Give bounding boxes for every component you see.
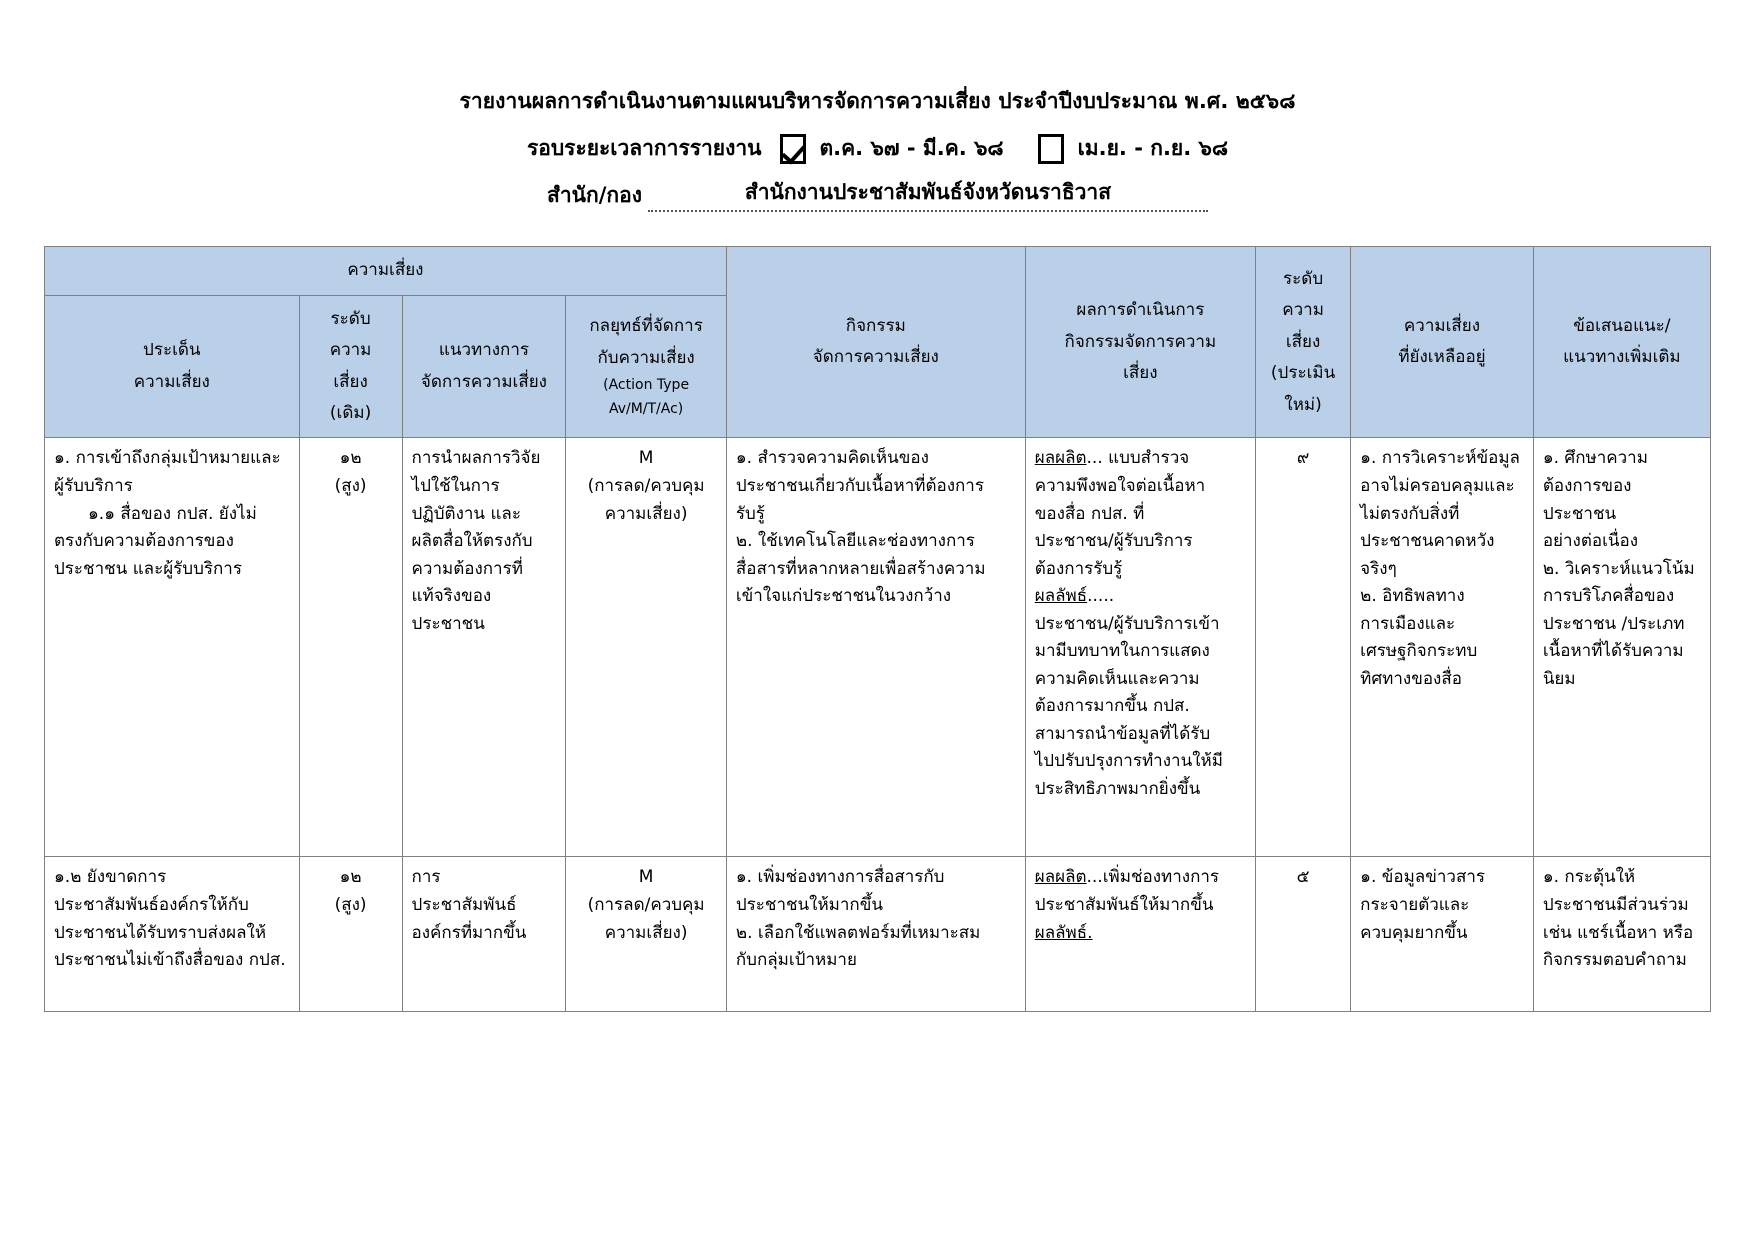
header-level-new-line-1: ระดับ bbox=[1283, 268, 1324, 289]
period-option-1-label: ต.ค. ๖๗ - มี.ค. ๖๘ bbox=[819, 136, 1004, 161]
header-strategy-line-2: กับความเสี่ยง bbox=[597, 347, 695, 368]
cell-result-segment: ประชาชน/ผู้รับบริการ bbox=[1034, 531, 1193, 552]
cell-result-segment: ไปปรับปรุงการทำงานให้มี bbox=[1034, 751, 1223, 772]
cell-strategy bbox=[566, 438, 727, 857]
header-issue-line-1: ประเด็น bbox=[143, 340, 201, 361]
cell-issue-line: ประชาสัมพันธ์องค์กรให้กับ bbox=[54, 894, 249, 915]
header-level-old-line-3: เสี่ยง bbox=[333, 371, 368, 392]
cell-issue-line: ประชาชนได้รับทราบส่งผลให้ bbox=[54, 922, 267, 943]
cell-activity-line: เข้าใจแก่ประชาชนในวงกว้าง bbox=[735, 586, 952, 607]
cell-guideline-line: ประชาชน bbox=[411, 613, 485, 634]
header-remaining-line-2: ที่ยังเหลืออยู่ bbox=[1398, 347, 1486, 368]
cell-activity-line: ประชาชนให้มากขึ้น bbox=[735, 894, 883, 915]
cell-suggestion-line: เนื้อหาที่ได้รับความ bbox=[1542, 641, 1684, 662]
period-option-2-label: เม.ย. - ก.ย. ๖๘ bbox=[1077, 136, 1229, 161]
header-group-risk: ความเสี่ยง bbox=[45, 247, 727, 295]
header-guideline-line-1: แนวทางการ bbox=[438, 340, 530, 361]
cell-guideline-line: แท้จริงของ bbox=[411, 586, 492, 607]
cell-suggestion bbox=[1533, 438, 1710, 857]
cell-result-segment: ความพึงพอใจต่อเนื้อหา bbox=[1034, 475, 1206, 496]
header-strategy-sub-2: Av/M/T/Ac) bbox=[608, 401, 684, 417]
cell-suggestion-line: ๑. ศึกษาความ bbox=[1542, 448, 1648, 469]
cell-result-segment: ..... bbox=[1087, 586, 1115, 607]
cell-result-segment: ประชาสัมพันธ์ให้มากขึ้น bbox=[1034, 894, 1214, 915]
cell-guideline bbox=[402, 438, 566, 857]
cell-suggestion-line: อย่างต่อเนื่อง bbox=[1542, 531, 1639, 552]
cell-issue-line: ผู้รับบริการ bbox=[54, 475, 133, 496]
cell-remaining-line: การเมืองและ bbox=[1360, 613, 1456, 634]
cell-remaining-line: ๑. การวิเคราะห์ข้อมูล bbox=[1360, 448, 1520, 469]
cell-remaining-line: ประชาชนคาดหวัง bbox=[1360, 531, 1495, 552]
cell-remaining-line: กระจายตัวและ bbox=[1360, 894, 1470, 915]
cell-level-old bbox=[299, 857, 402, 1012]
cell-activity-line: รับรู้ bbox=[735, 503, 765, 524]
header-strategy bbox=[566, 295, 727, 438]
cell-remaining-line: ๑. ข้อมูลข่าวสาร bbox=[1360, 867, 1485, 888]
cell-guideline bbox=[402, 857, 566, 1012]
cell-activity bbox=[726, 438, 1025, 857]
header-level-old-line-1: ระดับ bbox=[330, 308, 371, 329]
cell-level-new: ๕ bbox=[1255, 857, 1350, 1012]
cell-suggestion-line: ประชาชนมีส่วนร่วม bbox=[1542, 894, 1689, 915]
document-header bbox=[0, 0, 1755, 212]
cell-guideline-line: ไปใช้ในการ bbox=[411, 475, 500, 496]
header-level-new-line-3: เสี่ยง bbox=[1285, 331, 1321, 352]
header-strategy-sub-1: (Action Type bbox=[603, 377, 690, 394]
cell-remaining-line: ไม่ตรงกับสิ่งที่ bbox=[1360, 503, 1460, 524]
header-issue-line-2: ความเสี่ยง bbox=[133, 371, 210, 392]
header-remaining-risk bbox=[1351, 247, 1534, 438]
cell-result bbox=[1025, 438, 1255, 857]
risk-management-table bbox=[44, 246, 1711, 1012]
header-suggestion-line-2: แนวทางเพิ่มเติม bbox=[1563, 347, 1681, 368]
cell-remaining-line: ควบคุมยากขึ้น bbox=[1360, 922, 1468, 943]
cell-activity bbox=[726, 857, 1025, 1012]
header-issue bbox=[45, 295, 300, 438]
checkbox-period-apr-sep[interactable] bbox=[1038, 134, 1064, 164]
cell-strategy bbox=[566, 857, 727, 1012]
office-label: สำนัก/กอง bbox=[547, 183, 642, 208]
header-activity-line-2: จัดการความเสี่ยง bbox=[812, 347, 939, 368]
cell-suggestion-line: ๒. วิเคราะห์แนวโน้ม bbox=[1542, 558, 1695, 579]
cell-remaining-line: อาจไม่ครอบคลุมและ bbox=[1360, 475, 1515, 496]
cell-suggestion-line: กิจกรรมตอบคำถาม bbox=[1542, 950, 1687, 971]
cell-result-segment: ประสิทธิภาพมากยิ่งขึ้น bbox=[1034, 778, 1201, 799]
header-activity bbox=[726, 247, 1025, 438]
cell-result-segment: ผลลัพธ์ bbox=[1034, 586, 1088, 607]
header-remaining-line-1: ความเสี่ยง bbox=[1403, 315, 1481, 336]
cell-suggestion-line: เช่น แชร์เนื้อหา หรือ bbox=[1542, 922, 1694, 943]
header-level-new-line-2: ความ bbox=[1282, 300, 1324, 321]
cell-guideline-line: องค์กรที่มากขึ้น bbox=[411, 922, 527, 943]
cell-guideline-line: ปฏิบัติงาน และ bbox=[411, 503, 521, 524]
cell-suggestion-line: การบริโภคสื่อของ bbox=[1542, 586, 1675, 607]
cell-result-segment: ต้องการรับรู้ bbox=[1034, 558, 1123, 579]
cell-level-old-line: (สูง) bbox=[334, 894, 367, 915]
checkbox-period-oct-mar[interactable] bbox=[780, 134, 806, 164]
cell-guideline-line: ผลิตสื่อให้ตรงกับ bbox=[411, 531, 533, 552]
cell-result-segment: ...เพิ่มช่องทางการ bbox=[1086, 867, 1220, 888]
cell-activity-line: ๑. เพิ่มช่องทางการสื่อสารกับ bbox=[735, 867, 945, 888]
cell-result-segment: สามารถนำข้อมูลที่ได้รับ bbox=[1034, 723, 1211, 744]
cell-result-segment: ประชาชน/ผู้รับบริการเข้า bbox=[1034, 613, 1220, 634]
cell-remaining-line: ทิศทางของสื่อ bbox=[1360, 668, 1462, 689]
cell-result-segment: ... แบบสำรวจ bbox=[1086, 448, 1190, 469]
cell-activity-line: ๒. ใช้เทคโนโลยีและช่องทางการ bbox=[735, 531, 975, 552]
header-suggestion bbox=[1533, 247, 1710, 438]
cell-activity-line: ๒. เลือกใช้แพลตฟอร์มที่เหมาะสม bbox=[735, 922, 981, 943]
cell-issue-line: ประชาชน และผู้รับบริการ bbox=[54, 558, 242, 579]
cell-strategy-line: ความเสี่ยง) bbox=[604, 922, 688, 943]
header-activity-line-1: กิจกรรม bbox=[845, 315, 906, 336]
cell-remaining-line: เศรษฐกิจกระทบ bbox=[1360, 641, 1478, 662]
cell-issue-line: ๑.๑ สื่อของ กปส. ยังไม่ bbox=[88, 503, 257, 524]
header-result bbox=[1025, 247, 1255, 438]
cell-issue bbox=[45, 857, 300, 1012]
page-title: รายงานผลการดำเนินงานตามแผนบริหารจัดการความเสี่ยง ประจำปีงบประมาณ พ.ศ. ๒๕๖๘ bbox=[459, 89, 1296, 113]
cell-remaining-line: จริงๆ bbox=[1360, 558, 1397, 579]
cell-issue bbox=[45, 438, 300, 857]
cell-strategy-line: (การลด/ควบคุม bbox=[587, 894, 705, 915]
cell-remaining-line: ๒. อิทธิพลทาง bbox=[1360, 586, 1465, 607]
cell-result-segment: มามีบทบาทในการแสดง bbox=[1034, 641, 1210, 662]
cell-issue-line: ประชาชนไม่เข้าถึงสื่อของ กปส. bbox=[54, 950, 286, 971]
cell-remaining bbox=[1351, 857, 1534, 1012]
header-result-line-1: ผลการดำเนินการ bbox=[1076, 300, 1205, 321]
table-row bbox=[45, 857, 1711, 1012]
cell-strategy-line: ความเสี่ยง) bbox=[604, 503, 688, 524]
header-strategy-line-1: กลยุทธ์ที่จัดการ bbox=[589, 316, 703, 337]
header-level-new-line-4: (ประเมิน bbox=[1270, 363, 1336, 384]
header-guideline bbox=[402, 295, 566, 438]
cell-guideline-line: การ bbox=[411, 867, 441, 888]
header-group-row bbox=[45, 247, 1711, 295]
cell-result-segment: ผลผลิต bbox=[1034, 867, 1087, 888]
cell-remaining bbox=[1351, 438, 1534, 857]
report-period-row bbox=[0, 132, 1755, 165]
table-row bbox=[45, 438, 1711, 857]
header-suggestion-line-1: ข้อเสนอแนะ/ bbox=[1573, 315, 1671, 336]
header-result-line-2: กิจกรรมจัดการความ bbox=[1064, 331, 1217, 352]
office-dotted-line bbox=[648, 180, 1208, 212]
cell-result-segment: ต้องการมากขึ้น กปส. bbox=[1034, 696, 1190, 717]
cell-result-segment: ของสื่อ กปส. ที่ bbox=[1034, 503, 1145, 524]
cell-issue-line: ๑. การเข้าถึงกลุ่มเป้าหมายและ bbox=[54, 448, 281, 469]
risk-table-container bbox=[44, 246, 1711, 1012]
cell-guideline-line: การนำผลการวิจัย bbox=[411, 448, 541, 469]
header-level-old-line-2: ความ bbox=[329, 340, 372, 361]
cell-level-old-line: ๑๒ bbox=[339, 448, 362, 469]
table-head bbox=[45, 247, 1711, 438]
cell-guideline-line: ประชาสัมพันธ์ bbox=[411, 894, 517, 915]
cell-activity-line: ประชาชนเกี่ยวกับเนื้อหาที่ต้องการ bbox=[735, 475, 984, 496]
header-level-new-line-5: ใหม่) bbox=[1284, 394, 1322, 415]
cell-activity-line: ๑. สำรวจความคิดเห็นของ bbox=[735, 448, 929, 469]
cell-suggestion-line: ประชาชน /ประเภท bbox=[1542, 613, 1685, 634]
header-level-old bbox=[299, 295, 402, 438]
cell-level-old-line: ๑๒ bbox=[339, 867, 362, 888]
cell-guideline-line: ความต้องการที่ bbox=[411, 558, 523, 579]
report-period-label: รอบระยะเวลาการรายงาน bbox=[526, 136, 762, 161]
cell-suggestion-line: ๑. กระตุ้นให้ bbox=[1542, 867, 1636, 888]
header-result-line-3: เสี่ยง bbox=[1123, 363, 1158, 384]
cell-strategy-line: M bbox=[638, 867, 654, 888]
cell-result bbox=[1025, 857, 1255, 1012]
cell-result-segment: ผลลัพธ์. bbox=[1034, 922, 1093, 943]
cell-activity-line: กับกลุ่มเป้าหมาย bbox=[735, 950, 857, 971]
office-value: สำนักงานประชาสัมพันธ์จังหวัดนราธิวาส bbox=[744, 180, 1112, 205]
cell-strategy-line: M bbox=[638, 448, 654, 469]
cell-issue-line: ตรงกับความต้องการของ bbox=[54, 531, 234, 552]
cell-result-segment: ความคิดเห็นและความ bbox=[1034, 668, 1200, 689]
cell-level-new: ๙ bbox=[1255, 438, 1350, 857]
cell-suggestion-line: นิยม bbox=[1542, 668, 1576, 689]
cell-strategy-line: (การลด/ควบคุม bbox=[587, 475, 705, 496]
cell-level-old bbox=[299, 438, 402, 857]
cell-suggestion bbox=[1533, 857, 1710, 1012]
cell-level-old-line: (สูง) bbox=[334, 475, 367, 496]
cell-result-segment: ผลผลิต bbox=[1034, 448, 1087, 469]
header-level-new bbox=[1255, 247, 1350, 438]
table-body bbox=[45, 438, 1711, 1012]
header-guideline-line-2: จัดการความเสี่ยง bbox=[420, 371, 547, 392]
office-row bbox=[0, 179, 1755, 212]
header-level-old-line-4: (เดิม) bbox=[329, 403, 372, 423]
cell-issue-line: ๑.๒ ยังขาดการ bbox=[54, 867, 167, 888]
cell-suggestion-line: ต้องการของประชาชน bbox=[1542, 475, 1632, 524]
cell-activity-line: สื่อสารที่หลากหลายเพื่อสร้างความ bbox=[735, 558, 986, 579]
